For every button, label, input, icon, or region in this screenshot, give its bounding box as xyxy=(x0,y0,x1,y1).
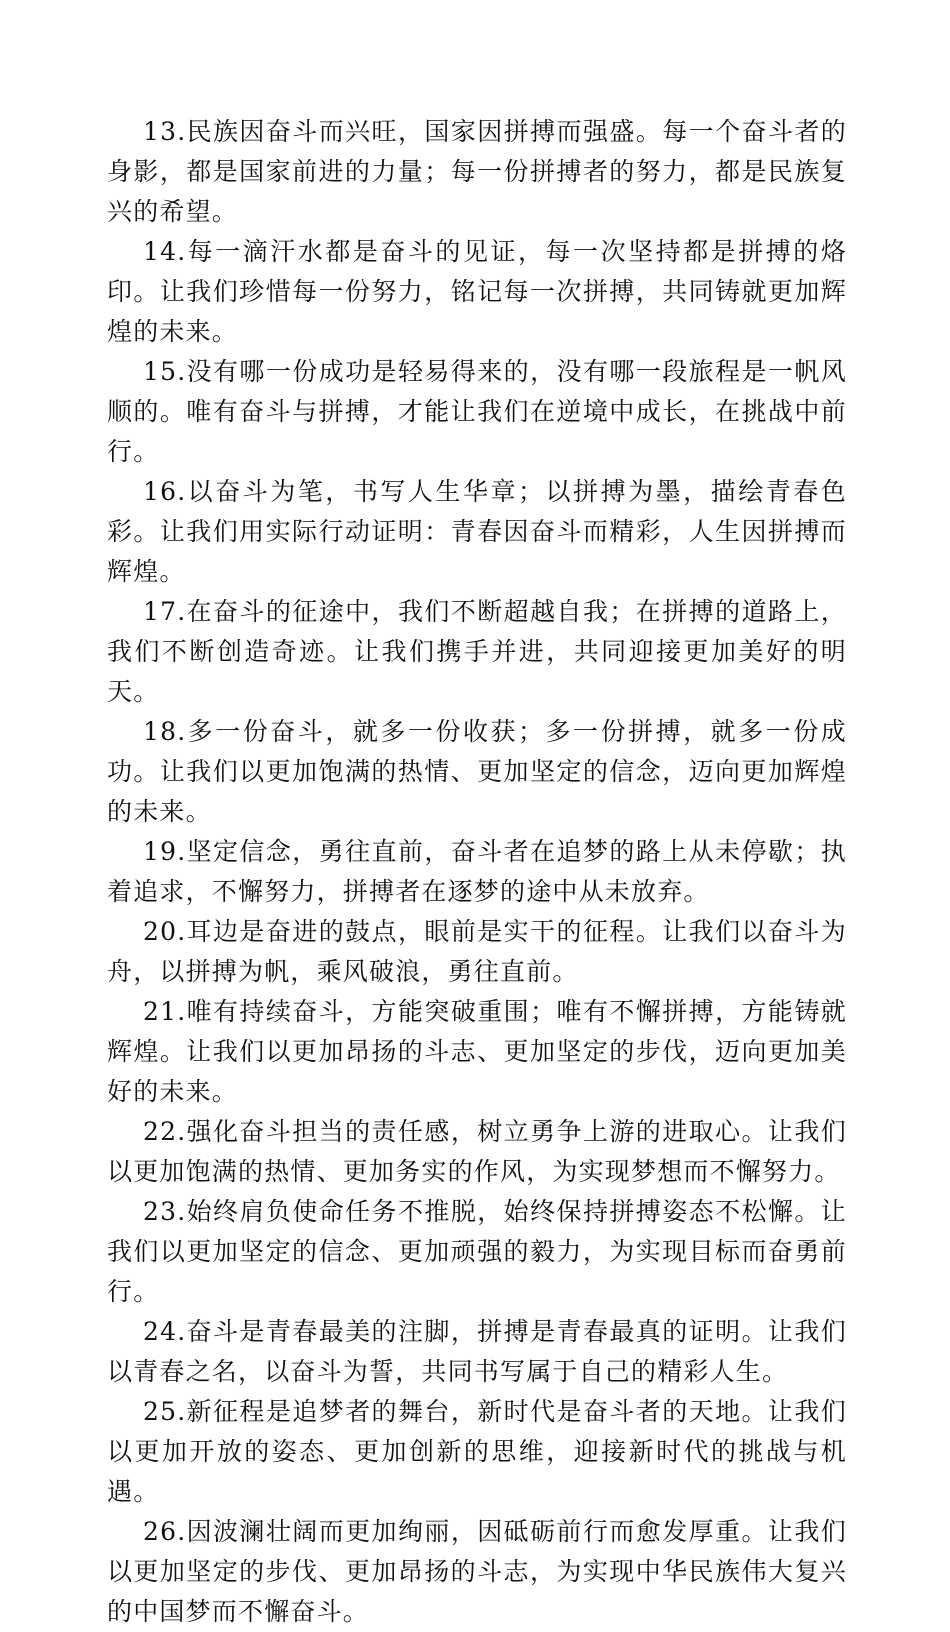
paragraph-21: 21.唯有持续奋斗，方能突破重围；唯有不懈拼搏，方能铸就辉煌。让我们以更加昂扬的斗志、更加坚定的步伐，迈向更加美好的未来。 xyxy=(107,997,847,1106)
paragraph-20: 20.耳边是奋进的鼓点，眼前是实干的征程。让我们以奋斗为舟，以拼搏为帆，乘风破浪，勇往直前。 xyxy=(107,917,847,986)
paragraph-13: 13.民族因奋斗而兴旺，国家因拼搏而强盛。每一个奋斗者的身影，都是国家前进的力量；每一份拼搏者的努力，都是民族复兴的希望。 xyxy=(107,117,847,226)
paragraph-26: 26.因波澜壮阔而更加绚丽，因砥砺前行而愈发厚重。让我们以更加坚定的步伐、更加昂扬的斗志，为实现中华民族伟大复兴的中国梦而不懈奋斗。 xyxy=(107,1517,847,1626)
paragraph-18: 18.多一份奋斗，就多一份收获；多一份拼搏，就多一份成功。让我们以更加饱满的热情、更加坚定的信念，迈向更加辉煌的未来。 xyxy=(107,717,847,826)
paragraph-14: 14.每一滴汗水都是奋斗的见证，每一次坚持都是拼搏的烙印。让我们珍惜每一份努力，铭记每一次拼搏，共同铸就更加辉煌的未来。 xyxy=(107,237,847,346)
paragraph-23: 23.始终肩负使命任务不推脱，始终保持拼搏姿态不松懈。让我们以更加坚定的信念、更加顽强的毅力，为实现目标而奋勇前行。 xyxy=(107,1197,847,1306)
paragraph-16: 16.以奋斗为笔，书写人生华章；以拼搏为墨，描绘青春色彩。让我们用实际行动证明：青春因奋斗而精彩，人生因拼搏而辉煌。 xyxy=(107,477,847,586)
document-body xyxy=(107,112,847,1632)
paragraph-22: 22.强化奋斗担当的责任感，树立勇争上游的进取心。让我们以更加饱满的热情、更加务实的作风，为实现梦想而不懈努力。 xyxy=(107,1117,847,1186)
paragraph-25: 25.新征程是追梦者的舞台，新时代是奋斗者的天地。让我们以更加开放的姿态、更加创新的思维，迎接新时代的挑战与机遇。 xyxy=(107,1397,847,1506)
paragraph-17: 17.在奋斗的征途中，我们不断超越自我；在拼搏的道路上，我们不断创造奇迹。让我们携手并进，共同迎接更加美好的明天。 xyxy=(107,597,847,706)
paragraph-24: 24.奋斗是青春最美的注脚，拼搏是青春最真的证明。让我们以青春之名，以奋斗为誓，共同书写属于自己的精彩人生。 xyxy=(107,1317,847,1386)
paragraph-19: 19.坚定信念，勇往直前，奋斗者在追梦的路上从未停歇；执着追求，不懈努力，拼搏者在逐梦的途中从未放弃。 xyxy=(107,837,847,906)
paragraph-15: 15.没有哪一份成功是轻易得来的，没有哪一段旅程是一帆风顺的。唯有奋斗与拼搏，才能让我们在逆境中成长，在挑战中前行。 xyxy=(107,357,847,466)
